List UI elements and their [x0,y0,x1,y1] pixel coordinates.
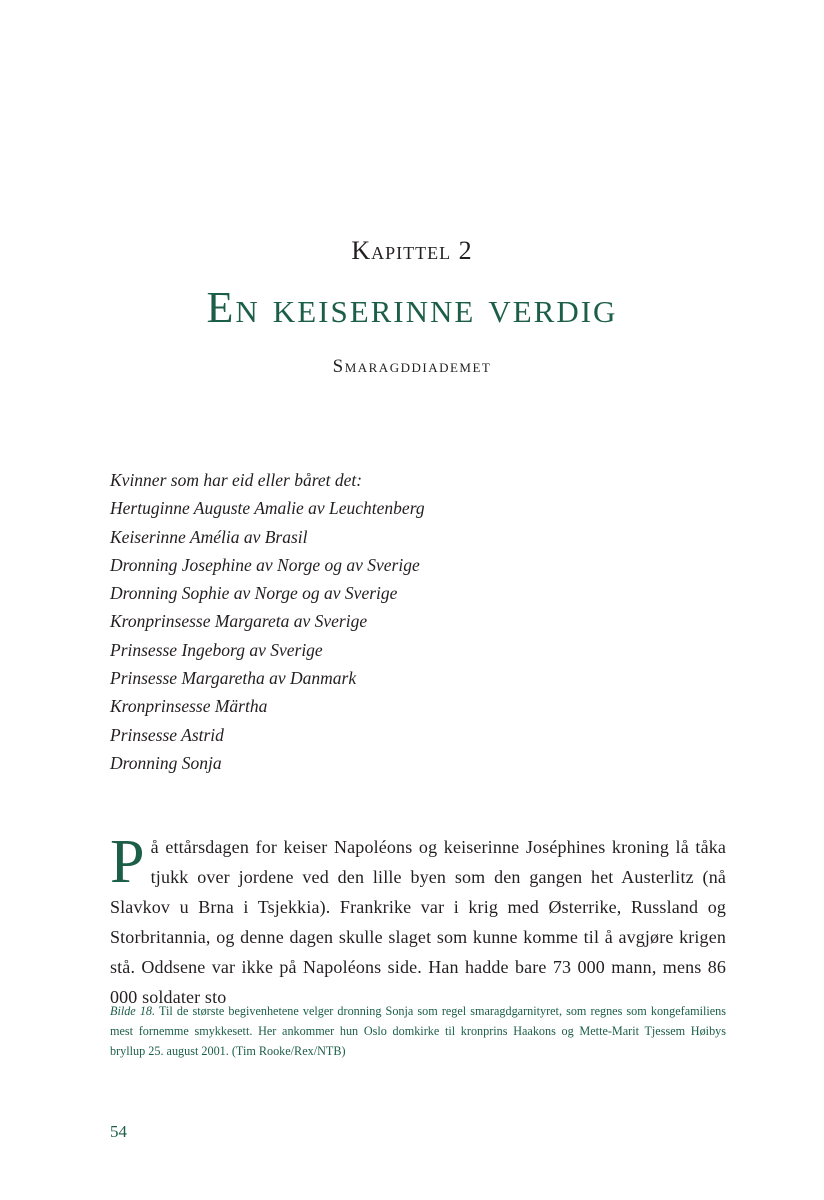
body-paragraph [110,828,726,1012]
list-intro: Kvinner som har eid eller båret det: [110,470,363,490]
list-item: Hertuginne Auguste Amalie av Leuchtenberg [110,498,425,519]
list-item: Dronning Sophie av Norge og av Sverige [110,583,398,604]
body-text: å ettårsdagen for keiser Napoléons og keiserinne Joséphines kroning lå tåka tjukk over jordene ved den lille byen som den gangen het Austerlitz (nå Slavkov u Brna i Tsjekkia). Frankrike var i krig med Østerrike, Russland og Storbritannia, og denne dagen skulle slaget som kunne komme til å avgjøre krigen stå. Oddsene var ikke på Napoléons side. Han hadde bare 73 000 mann, mens 86 000 soldater sto [110,837,726,1007]
list-item: Prinsesse Ingeborg av Sverige [110,639,323,660]
women-list [110,466,425,777]
drop-cap: P [110,828,145,896]
chapter-subtitle: Smaragddiademet [332,356,492,377]
caption-label: Bilde 18. [110,1004,156,1018]
image-caption [110,1001,726,1061]
list-item: Dronning Josephine av Norge og av Sverige [110,554,420,575]
list-item: Kronprinsesse Margareta av Sverige [110,611,368,632]
list-item: Kronprinsesse Märtha [110,696,268,717]
caption-text: Til de største begivenhetene velger dronning Sonja som regel smaragdgarnityret, som regnes som kongefamiliens mest fornemme smykkesett. Her ankommer hun Oslo domkirke til kronprins Haakons og Mette-Marit Tjessem Høibys bryllup 25. august 2001. (Tim Rooke/Rex/NTB) [110,1004,726,1058]
page-number: 54 [110,1122,127,1141]
list-item: Prinsesse Astrid [110,724,224,745]
chapter-label: Kapittel 2 [351,236,473,265]
chapter-title: En keiserinne verdig [206,283,618,332]
list-item: Dronning Sonja [110,752,222,773]
list-item: Prinsesse Margaretha av Danmark [110,668,357,689]
list-item: Keiserinne Amélia av Brasil [110,526,308,547]
